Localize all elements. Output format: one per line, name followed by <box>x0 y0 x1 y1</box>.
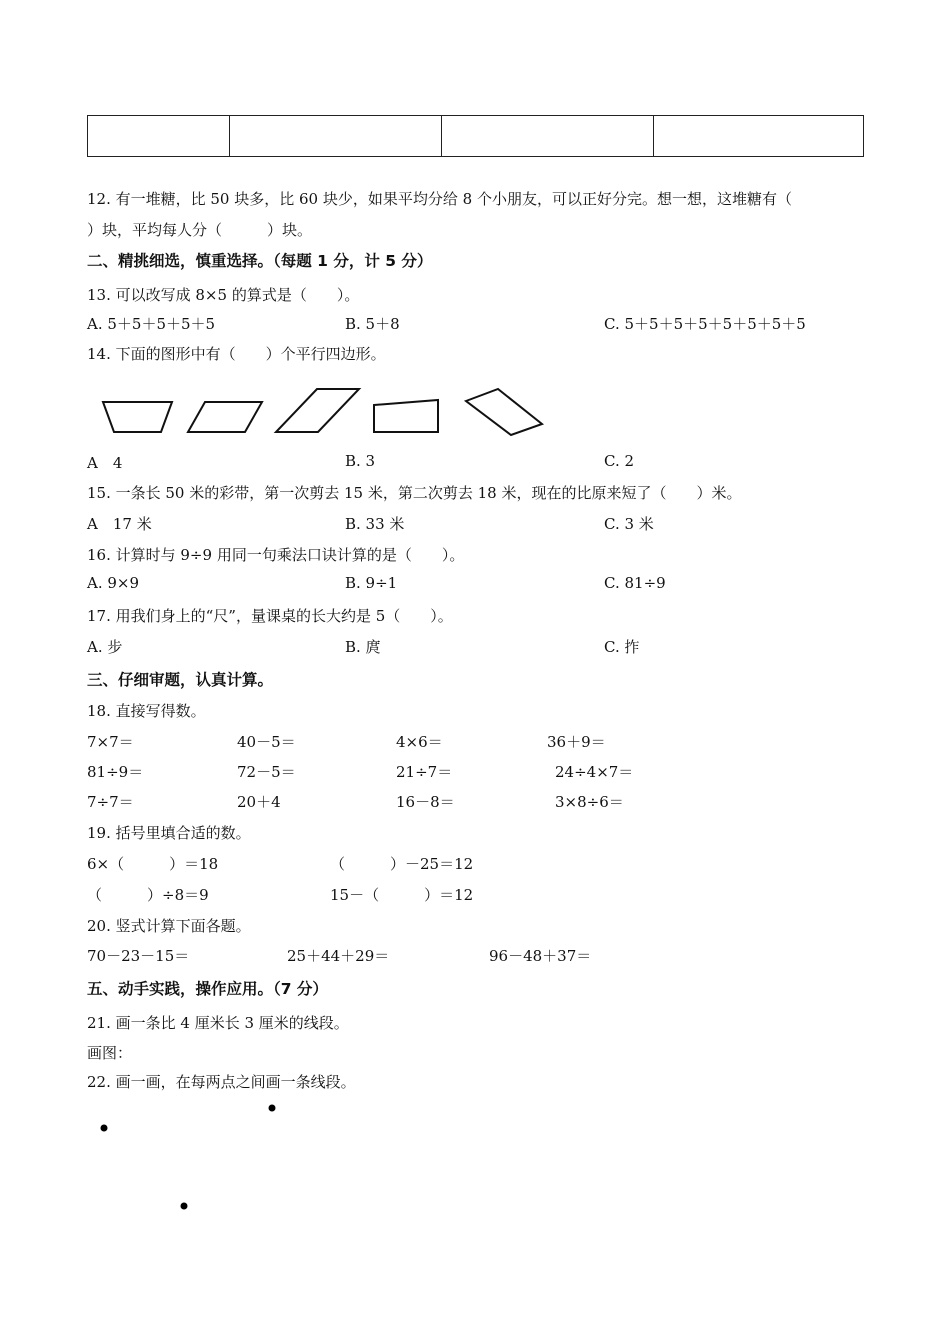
q17-option-a: A. 步 <box>87 638 123 656</box>
q14-option-a: A 4 <box>87 454 123 472</box>
q21-draw-label: 画图： <box>87 1044 133 1062</box>
q20-item: 96－48＋37＝ <box>489 947 592 965</box>
q15-stem: 15. 一条长 50 米的彩带，第一次剪去 15 米，第二次剪去 18 米，现在的比原来短了（ ）米。 <box>87 484 742 502</box>
q12-line2: ）块，平均每人分（ ）块。 <box>87 221 313 239</box>
rhombus-shape <box>466 389 542 435</box>
q13-option-c: C. 5＋5＋5＋5＋5＋5＋5＋5 <box>604 315 806 333</box>
q20-stem: 20. 竖式计算下面各题。 <box>87 917 251 935</box>
q17-option-c: C. 拃 <box>604 638 640 656</box>
q19-item: 6×（ ）＝18 <box>87 855 219 873</box>
q13-stem: 13. 可以改写成 8×5 的算式是（ ）。 <box>87 286 360 304</box>
dot-icon <box>181 1203 188 1210</box>
q19-item: （ ）－25＝12 <box>330 855 474 873</box>
dot-icon <box>269 1105 276 1112</box>
q18-item: 40－5＝ <box>237 733 296 751</box>
q16-option-b: B. 9÷1 <box>345 574 398 592</box>
q15-option-b: B. 33 米 <box>345 515 405 533</box>
section2-title: 二、精挑细选，慎重选择。（每题 1 分，计 5 分） <box>87 252 433 270</box>
q18-item: 7×7＝ <box>87 733 134 751</box>
q15-option-c: C. 3 米 <box>604 515 654 533</box>
q20-item: 70－23－15＝ <box>87 947 190 965</box>
q14-option-c: C. 2 <box>604 452 635 470</box>
q14-stem: 14. 下面的图形中有（ ）个平行四边形。 <box>87 345 386 363</box>
q18-item: 72－5＝ <box>237 763 296 781</box>
q16-option-a: A. 9×9 <box>87 574 140 592</box>
q18-item: 81÷9＝ <box>87 763 144 781</box>
q18-stem: 18. 直接写得数。 <box>87 702 206 720</box>
q21-stem: 21. 画一条比 4 厘米长 3 厘米的线段。 <box>87 1014 349 1032</box>
dot-icon <box>101 1125 108 1132</box>
q16-stem: 16. 计算时与 9÷9 用同一句乘法口诀计算的是（ ）。 <box>87 546 465 564</box>
section5-title: 五、动手实践，操作应用。（7 分） <box>87 980 328 998</box>
q22-stem: 22. 画一画，在每两点之间画一条线段。 <box>87 1073 356 1091</box>
q17-option-b: B. 庹 <box>345 638 381 656</box>
q18-item: 4×6＝ <box>396 733 443 751</box>
quadrilateral-shape <box>374 400 438 432</box>
q18-item: 16－8＝ <box>396 793 455 811</box>
q18-item: 21÷7＝ <box>396 763 453 781</box>
trapezoid-shape <box>103 402 172 432</box>
q19-item: （ ）÷8＝9 <box>87 886 209 904</box>
section3-title: 三、仔细审题，认真计算。 <box>87 671 274 689</box>
slanted-parallelogram-shape <box>276 389 359 432</box>
q17-stem: 17. 用我们身上的“尺”，量课桌的长大约是 5（ ）。 <box>87 607 453 625</box>
q18-item: 24÷4×7＝ <box>555 763 634 781</box>
q20-item: 25＋44＋29＝ <box>287 947 390 965</box>
q18-item: 3×8÷6＝ <box>555 793 624 811</box>
q13-option-b: B. 5＋8 <box>345 315 400 333</box>
q16-option-c: C. 81÷9 <box>604 574 666 592</box>
parallelogram-shape <box>188 402 262 432</box>
q12-line1: 12. 有一堆糖，比 50 块多，比 60 块少，如果平均分给 8 个小朋友，可以正好分完。想一想，这堆糖有（ <box>87 190 792 208</box>
q19-stem: 19. 括号里填合适的数。 <box>87 824 251 842</box>
q18-item: 20＋4 <box>237 793 281 811</box>
q13-option-a: A. 5＋5＋5＋5＋5 <box>87 315 216 333</box>
q15-option-a: A 17 米 <box>87 515 152 533</box>
q18-item: 7÷7＝ <box>87 793 134 811</box>
q18-item: 36＋9＝ <box>547 733 606 751</box>
q19-item: 15－（ ）＝12 <box>330 886 474 904</box>
q14-option-b: B. 3 <box>345 452 376 470</box>
